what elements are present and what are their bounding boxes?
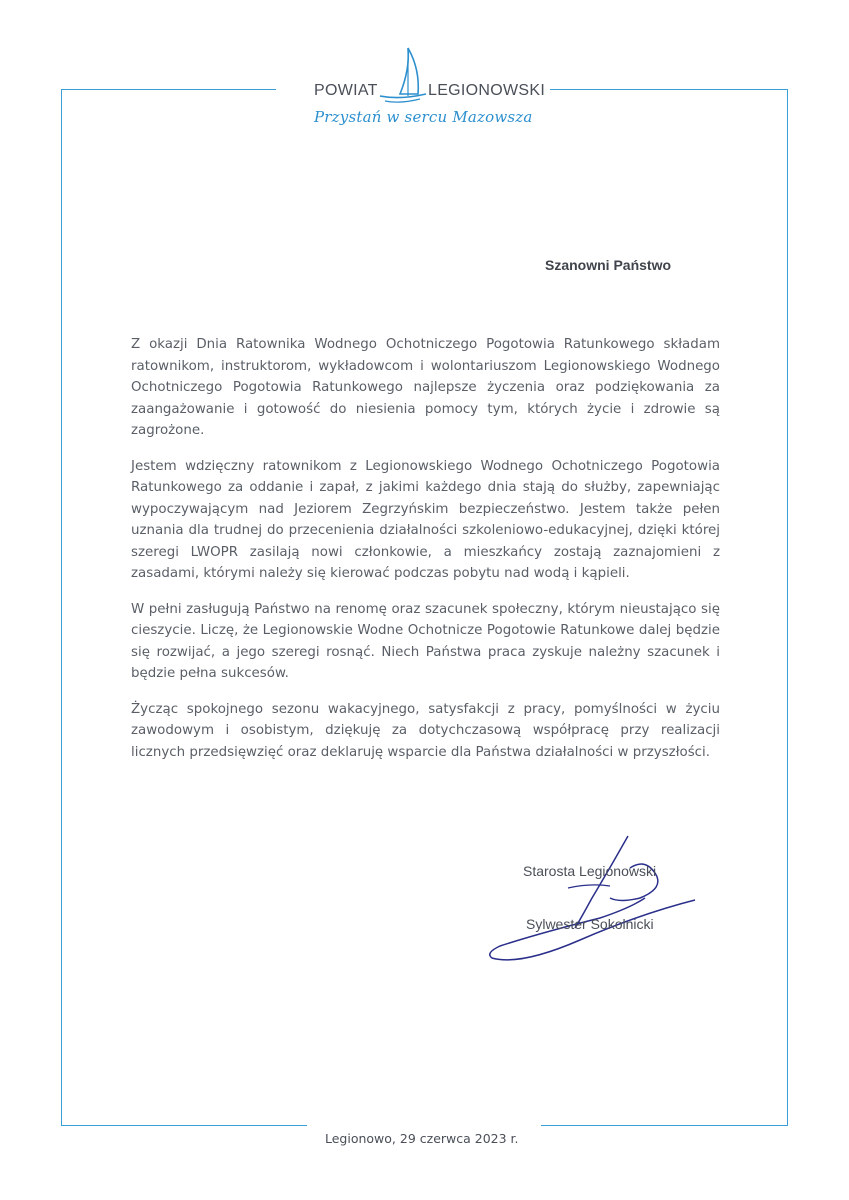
frame-line-bottom-left	[61, 1125, 307, 1126]
logo-text-powiat: POWIAT	[314, 82, 378, 99]
frame-line-left	[61, 89, 62, 1126]
county-logo	[300, 44, 550, 144]
logo-text-legionowski: LEGIONOWSKI	[428, 82, 546, 99]
logo-tagline: Przystań w sercu Mazowsza	[314, 108, 533, 126]
frame-line-top-left	[61, 89, 276, 90]
handwritten-signature	[480, 828, 710, 972]
frame-line-top-right	[550, 89, 788, 90]
letter-paragraph: Jestem wdzięczny ratownikom z Legionowskiego Wodnego Ochotniczego Pogotowia Ratunkowego za oddanie i zapał, z jakimi każdego dnia stają do służby, zapewniając wypoczywającym nad Jeziorem Zegrzyńskim bezpieczeństwo. Jestem także pełen uznania dla trudnej do przecenienia działalności szkoleniowo-edukacyjnej, dzięki której szeregi LWOPR zasilają nowi członkowie, a mieszkańcy zostają zaznajomieni z zasadami, którymi należy się kierować podczas pobytu nad wodą i kąpieli.	[131, 458, 720, 581]
letter-paragraph: Życząc spokojnego sezonu wakacyjnego, satysfakcji z pracy, pomyślności w życiu zawodowym i osobistym, dziękuję za dotychczasową współpracę przy realizacji licznych przedsięwzięć oraz deklaruję wsparcie dla Państwa działalności w przyszłości.	[131, 701, 720, 760]
letter-paragraph: Z okazji Dnia Ratownika Wodnego Ochotniczego Pogotowia Ratunkowego składam ratownikom, instruktorom, wykładowcom i wolontariuszom Legionowskiego Wodnego Ochotniczego Pogotowia Ratunkowego najlepsze życzenia oraz podziękowania za zaangażowanie i gotowość do niesienia pomocy tym, których życie i zdrowie są zagrożone.	[131, 337, 720, 438]
letter-paragraph: W pełni zasługują Państwo na renomę oraz szacunek społeczny, którym nieustająco się cieszycie. Liczę, że Legionowskie Wodne Ochotnicze Pogotowie Ratunkowe dalej będzie się rozwijać, a jego szeregi rosnąć. Niech Państwa praca zyskuje należny szacunek i będzie pełna sukcesów.	[131, 601, 720, 681]
signatory-name: Sylwester Sokolnicki	[526, 916, 654, 932]
signatory-title: Starosta Legionowski	[523, 863, 657, 879]
frame-line-right	[787, 89, 788, 1126]
letter-body	[131, 334, 720, 777]
place-and-date: Legionowo, 29 czerwca 2023 r.	[325, 1131, 519, 1146]
letter-salutation: Szanowni Państwo	[545, 257, 672, 273]
frame-line-bottom-right	[541, 1125, 788, 1126]
